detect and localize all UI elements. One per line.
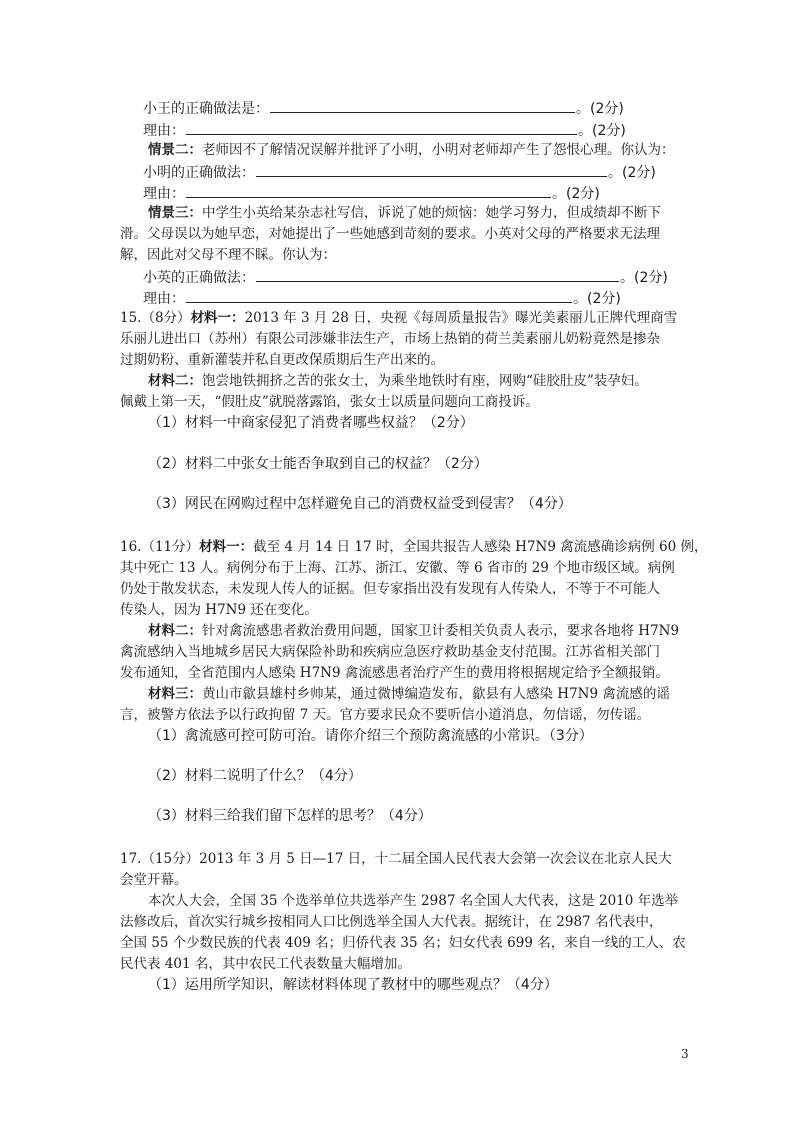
material-label: 材料二： (148, 623, 202, 639)
material-three-line (148, 685, 670, 703)
sub-question: （3）网民在网购过程中怎样避免自己的消费权益受到侵害？（4分） (148, 496, 572, 512)
scene-label: 情景二： (148, 142, 202, 158)
page-number: 3 (681, 1047, 689, 1061)
body-text: 民代表 401 名，其中农民工代表数量大幅增加。 (120, 956, 411, 972)
body-text: 滑。父母误以为她早恋，对她提出了一些她感到苛刻的要求。小英对父母的严格要求无法理 (120, 226, 660, 242)
line-points: 。(2分) (573, 291, 621, 307)
body-text: 其中死亡 13 人。病例分布于上海、江苏、浙江、安徽、等 6 省市的 29 个地市级区域。病例 (120, 560, 675, 576)
question-number: 15.（8分） (120, 310, 191, 326)
line-label: 小英的正确做法： (143, 270, 255, 286)
question-16 (120, 538, 707, 556)
material-label: 材料三： (148, 686, 202, 702)
body-text: 言，被警方依法予以行政拘留 7 天。官方要求民众不要听信小道消息，勿信谣，勿传谣。 (120, 707, 651, 723)
material-text: 饱尝地铁拥挤之苦的张女士，为乘坐地铁时有座，网购“硅胶肚皮”装孕妇。 (202, 373, 648, 389)
ming-reason-line (143, 183, 600, 203)
material-two-line (148, 622, 679, 640)
material-text: 截至 4 月 14 日 17 时，全国共报告人感染 H7N9 禽流感确诊病例 60 例， (253, 539, 708, 555)
wang-reason-line (143, 120, 626, 140)
line-points: 。(2分) (620, 270, 668, 286)
question-15 (120, 309, 677, 327)
body-text: 过期奶粉、重新灌装并私自更改保质期后生产出来的。 (120, 352, 444, 368)
scene-label: 情景三： (148, 205, 202, 221)
body-text: 全国 55 个少数民族的代表 409 名；归侨代表 35 名；妇女代表 699 名，来自一线的工人、农 (120, 935, 686, 951)
line-label: 理由： (143, 291, 185, 307)
line-label: 理由： (143, 123, 185, 139)
body-text: 发布通知，全省范围内人感染 H7N9 禽流感患者治疗产生的费用将根据规定给予全额报销。 (120, 665, 669, 681)
body-text: 法修改后，首次实行城乡按相同人口比例选举全国人大代表。据统计，在 2987 名代表中， (120, 914, 663, 930)
scene-three-line (148, 204, 661, 222)
line-label: 小王的正确做法是： (143, 101, 269, 117)
wang-correct-line (143, 98, 624, 118)
scene-text: 老师因不了解情况误解并批评了小明，小明对老师却产生了怨恨心理。你认为： (202, 142, 675, 158)
material-two-line (148, 372, 648, 390)
body-text: 会堂开幕。 (120, 872, 188, 888)
sub-question: （1）禽流感可控可防可治。请你介绍三个预防禽流感的小常识。（3分） (148, 728, 593, 744)
scene-text: 中学生小英给某杂志社写信，诉说了她的烦恼：她学习努力，但成绩却不断下 (202, 205, 661, 221)
answer-blank[interactable] (186, 183, 551, 198)
sub-question: （2）材料二说明了什么？（4分） (148, 768, 362, 784)
material-text: 针对禽流感患者救治费用问题，国家卫计委相关负责人表示，要求各地将 H7N9 (202, 623, 680, 639)
body-text: 传染人，因为 H7N9 还在变化。 (120, 602, 318, 618)
answer-blank[interactable] (186, 120, 577, 135)
sub-question: （2）材料二中张女士能否争取到自己的权益？（2分） (148, 456, 488, 472)
body-text: 本次人大会，全国 35 个选举单位共选举产生 2987 名全国人大代表，这是 2010 年选举 (148, 893, 679, 909)
body-text: 佩戴上第一天，“假肚皮”就脱落露馅，张女士以质量问题向工商投诉。 (120, 394, 539, 410)
line-label: 理由： (143, 186, 185, 202)
ying-correct-line (143, 267, 668, 287)
material-label: 材料一： (199, 539, 254, 555)
answer-blank[interactable] (270, 98, 575, 113)
body-text: 禽流感纳入当地城乡居民大病保险补助和疾病应急医疗救助基金支付范围。江苏省相关部门 (120, 644, 660, 660)
sub-question: （1）运用所学知识，解读材料体现了教材中的哪些观点？（4分） (148, 977, 558, 993)
answer-blank[interactable] (256, 267, 619, 282)
answer-blank[interactable] (256, 162, 607, 177)
body-text: 仍处于散发状态，未发现人传人的证据。但专家指出没有发现有人传染人，不等于不可能人 (120, 581, 660, 597)
material-label: 材料一： (190, 310, 245, 326)
line-points: 。(2分) (576, 101, 624, 117)
sub-question: （3）材料三给我们留下怎样的思考？（4分） (148, 808, 432, 824)
material-text: 2013 年 3 月 28 日，央视《每周质量报告》曝光美素丽儿正牌代理商雪 (244, 310, 678, 326)
ying-reason-line (143, 288, 621, 308)
ming-correct-line (143, 162, 656, 182)
body-text: 解，因此对父母不理不睬。你认为： (120, 247, 336, 263)
body-text: 乐丽儿进出口（苏州）有限公司涉嫌非法生产，市场上热销的荷兰美素丽儿奶粉竟然是掺杂 (120, 331, 660, 347)
line-points: 。(2分) (578, 123, 626, 139)
material-text: 黄山市歙县雄村乡帅某，通过微博编造发布，歙县有人感染 H7N9 禽流感的谣 (202, 686, 670, 702)
sub-question: （1）材料一中商家侵犯了消费者哪些权益？（2分） (148, 415, 474, 431)
question-number: 16.（11分） (120, 539, 200, 555)
question-17: 17.（15分）2013 年 3 月 5 日—17 日，十二届全国人民代表大会第一次会议在北京人民大 (120, 851, 672, 867)
line-label: 小明的正确做法： (143, 165, 255, 181)
material-label: 材料二： (148, 373, 202, 389)
scene-two-line (148, 141, 675, 159)
line-points: 。(2分) (552, 186, 600, 202)
answer-blank[interactable] (186, 288, 572, 303)
line-points: 。(2分) (608, 165, 656, 181)
